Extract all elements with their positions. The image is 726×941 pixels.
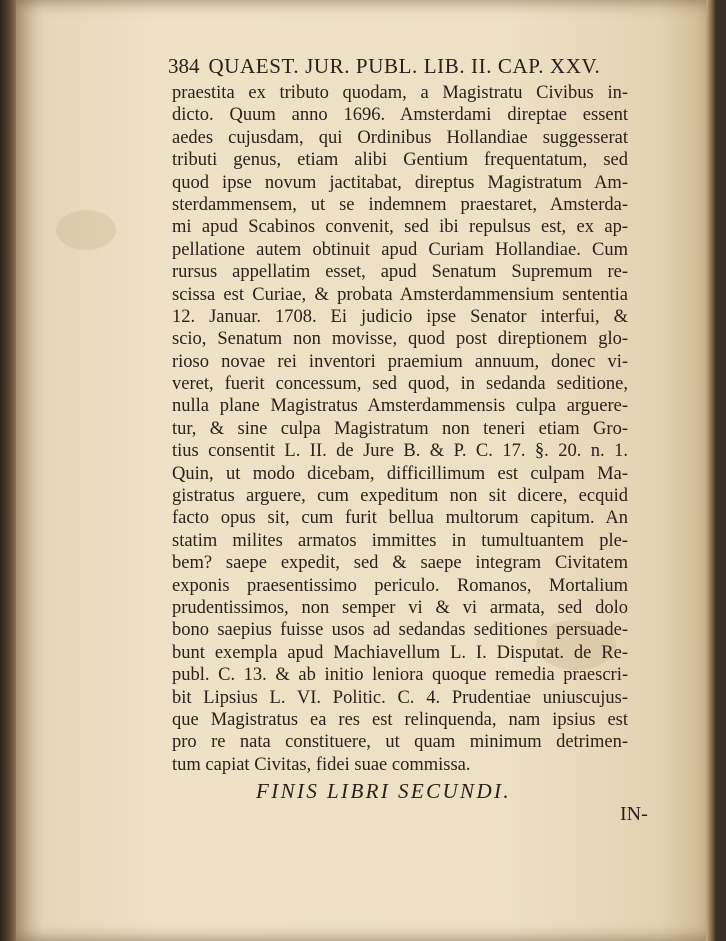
text-line: Quin, ut modo dicebam, difficillimum est culpam Ma- (172, 463, 628, 484)
text-line: scissa est Curiae, & probata Amsterdammensium sententia (172, 284, 628, 305)
text-line: tum capiat Civitas, fidei suae commissa. (172, 754, 471, 775)
text-line: scio, Senatum non movisse, quod post direptionem glo- (172, 329, 628, 350)
text-line: tributi genus, etiam alibi Gentium frequentatum, sed (172, 150, 628, 171)
text-line: que Magistratus ea res est relinquenda, nam ipsius est (172, 709, 628, 730)
text-line: pro re nata constituere, ut quam minimum detrimen- (172, 732, 628, 753)
text-line: publ. C. 13. & ab initio leniora quoque remedia praescri- (172, 665, 628, 686)
catchword: IN- (620, 803, 648, 825)
running-head: QUAEST. JUR. PUBL. LIB. II. CAP. XXV. (208, 54, 601, 78)
text-line: pellatione autem obtinuit apud Curiam Hollandiae. Cum (172, 239, 628, 260)
text-line: bono saepius fuisse usos ad sedandas seditiones persuade- (172, 620, 628, 641)
text-line: veret, fuerit concessum, sed quod, in sedanda seditione, (172, 374, 628, 395)
book-end-heading: FINIS LIBRI SECUNDI. (256, 779, 512, 803)
text-line: quod ipse novum jactitabat, direptus Magistratum Am- (172, 172, 628, 193)
text-line: bem? saepe expedit, sed & saepe integram Civitatem (172, 553, 628, 574)
page-number: 384 (168, 54, 200, 78)
text-line: aedes cujusdam, qui Ordinibus Hollandiae suggesserat (172, 127, 628, 148)
text-line: rursus appellatim esset, apud Senatum Supremum re- (172, 262, 628, 283)
text-line: facto opus sit, cum furit bellua multorum capitum. An (172, 508, 628, 529)
text-line: statim milites armatos immittes in tumultuantem ple- (172, 530, 628, 551)
text-line: dicto. Quum anno 1696. Amsterdami direptae essent (172, 105, 628, 126)
text-line: nulla plane Magistratus Amsterdammensis culpa arguere- (172, 396, 628, 417)
text-line: praestita ex tributo quodam, a Magistratu Civibus in- (172, 83, 628, 103)
text-line: gistratus arguere, cum expeditum non sit dicere, ecquid (172, 486, 628, 507)
text-line: mi apud Scabinos convenit, sed ibi repulsus est, ex ap- (172, 217, 628, 238)
paper-stain (56, 210, 116, 250)
text-line: tius consentit L. II. de Jure B. & P. C. 17. §. 20. n. 1. (172, 441, 628, 462)
text-line: rioso novae rei inventori praemium annuum, donec vi- (172, 351, 628, 372)
page-edge (706, 0, 716, 941)
text-line: 12. Januar. 1708. Ei judicio ipse Senator interfui, & (172, 306, 628, 327)
text-line: bit Lipsius L. VI. Politic. C. 4. Prudentiae uniuscujus- (172, 687, 628, 708)
text-line: prudentissimos, non semper vi & vi armata, sed dolo (172, 597, 628, 618)
text-line: sterdammensem, ut se indemnem praestaret, Amsterda- (172, 194, 628, 215)
text-line: tur, & sine culpa Magistratum non teneri etiam Gro- (172, 418, 628, 439)
page-header (168, 54, 638, 79)
book-gutter (0, 0, 16, 941)
text-line: bunt exempla apud Machiavellum L. I. Disputat. de Re- (172, 642, 628, 663)
body-text (172, 82, 628, 776)
text-line: exponis praesentissimo periculo. Romanos, Mortalium (172, 575, 628, 596)
